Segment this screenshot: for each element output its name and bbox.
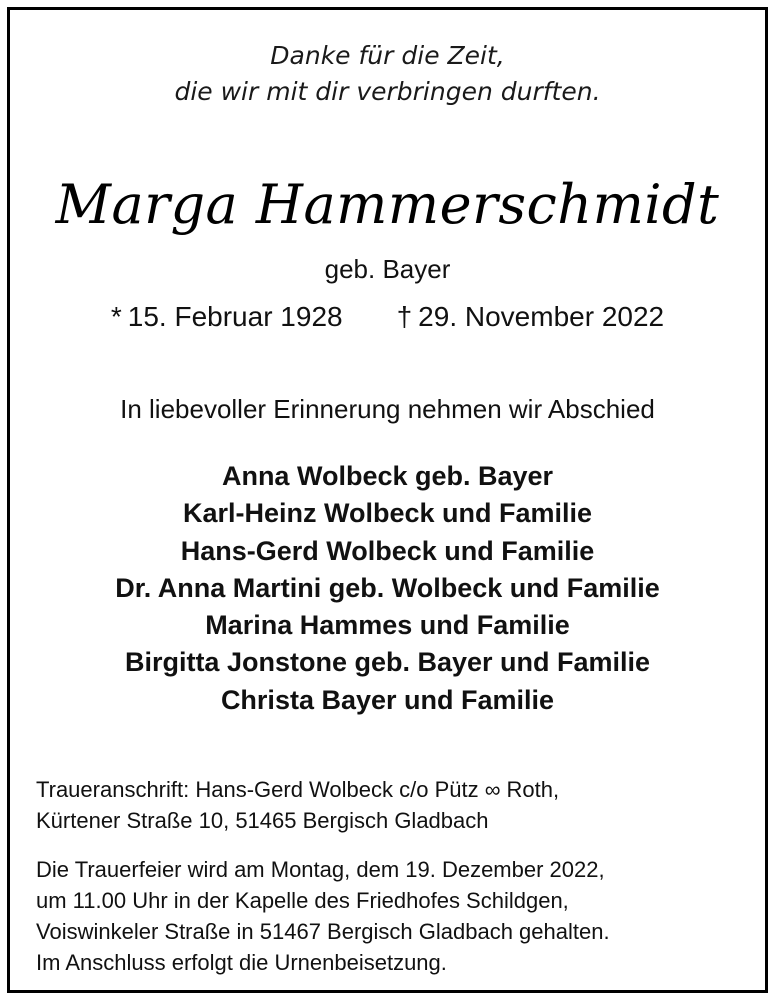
address-line-1: Traueranschrift: Hans-Gerd Wolbeck c/o Pütz ∞ Roth, — [36, 777, 560, 802]
birth-symbol-icon: * — [110, 301, 122, 332]
service-line-4: Im Anschluss erfolgt die Urnenbeisetzung. — [36, 950, 447, 975]
death-cross-icon: † — [396, 301, 413, 332]
service-line-3: Voiswinkeler Straße in 51467 Bergisch Gladbach gehalten. — [36, 919, 610, 944]
maiden-name: geb. Bayer — [324, 254, 451, 284]
service-line-1: Die Trauerfeier wird am Montag, dem 19. Dezember 2022, — [36, 857, 605, 882]
life-dates — [10, 298, 765, 336]
mourner-item: Christa Bayer und Familie — [220, 684, 555, 715]
farewell-intro: In liebevoller Erinnerung nehmen wir Abschied — [120, 394, 655, 424]
quote-line-1: Danke für die Zeit, — [270, 41, 505, 70]
mourners-list — [10, 458, 765, 719]
address-line-2: Kürtener Straße 10, 51465 Bergisch Gladbach — [36, 808, 489, 833]
mourner-item: Dr. Anna Martini geb. Wolbeck und Familie — [115, 572, 660, 603]
mourner-item: Anna Wolbeck geb. Bayer — [221, 461, 554, 491]
birth-date: 15. Februar 1928 — [127, 301, 343, 332]
death-date: 29. November 2022 — [418, 301, 665, 332]
mourner-item: Marina Hammes und Familie — [205, 610, 570, 641]
mourning-address — [36, 774, 743, 836]
deceased-name: Marga Hammerschmidt — [55, 173, 720, 236]
mourner-item: Hans-Gerd Wolbeck und Familie — [180, 535, 595, 566]
quote-line-2: die wir mit dir verbringen durften. — [174, 77, 601, 106]
service-line-2: um 11.00 Uhr in der Kapelle des Friedhofes Schildgen, — [36, 888, 569, 913]
memorial-quote — [10, 38, 765, 110]
funeral-service-info — [36, 854, 743, 978]
mourner-item: Birgitta Jonstone geb. Bayer und Familie — [124, 647, 651, 678]
mourner-item: Karl-Heinz Wolbeck und Familie — [182, 498, 593, 529]
obituary-notice — [7, 7, 768, 993]
